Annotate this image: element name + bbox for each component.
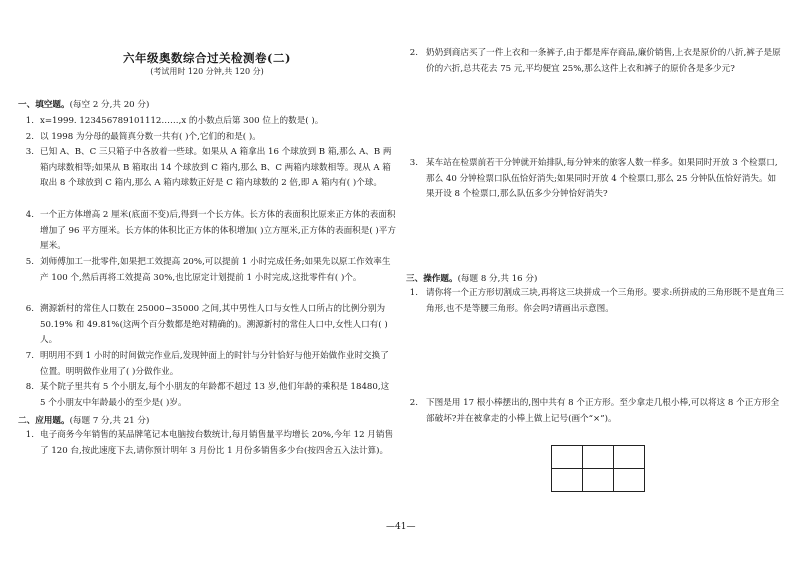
matchstick-grid-figure: [551, 445, 645, 492]
question-1-8: [18, 380, 396, 411]
question-text: 请你将一个正方形切割成三块,再将这三块拼成一个三角形。要求:所拼成的三角形既不是直角三角形,也不是等腰三角形。你会吗?请画出示意图。: [426, 288, 784, 314]
question-text: 一个正方体增高 2 厘米(底面不变)后,得到一个长方体。长方体的表面积比原来正方体的表面积增加了 96 平方厘米。长方体的体积比正方体的体积增加( )立方厘米,正方体的表面积是( )平方厘米。: [40, 210, 396, 252]
section-operation-heading: [406, 272, 537, 284]
question-text: 下图是用 17 根小棒摆出的,图中共有 8 个正方形。至少拿走几根小棒,可以将这 8 个正方形全部破坏?并在被拿走的小棒上做上记号(画个“×”)。: [426, 398, 780, 424]
section-note: (每题 7 分,共 21 分): [69, 416, 150, 426]
page-title: 六年级奥数综合过关检测卷(二): [123, 51, 291, 65]
question-number: 2.: [409, 398, 418, 408]
question-number: 2.: [25, 132, 34, 142]
question-1-6: [18, 302, 396, 349]
grid-row: [552, 469, 645, 492]
section-application-heading: [18, 414, 149, 426]
question-number: 3.: [409, 158, 418, 168]
question-3-2: [406, 396, 784, 427]
question-text: 刘师傅加工一批零件,如果把工效提高 20%,可以提前 1 小时完成任务;如果先以原工作效率生产 100 个,然后再将工效提高 30%,也比原定计划提前 1 小时完成,这批零件有( )个。: [40, 257, 391, 283]
question-text: 奶奶到商店买了一件上衣和一条裤子,由于都是库存商品,廉价销售,上衣是原价的八折,裤子是原价的六折,总共花去 75 元,平均便宜 25%,那么这件上衣和裤子的原价各是多少元?: [426, 48, 781, 74]
section-note: (每空 2 分,共 20 分): [69, 100, 150, 110]
question-text: x=1999. 123456789101112……,x 的小数点后第 300 位上的数是( )。: [40, 116, 324, 126]
grid-cell: [552, 469, 583, 492]
question-number: 3.: [25, 147, 34, 157]
page-subtitle: (考试用时 120 分钟,共 120 分): [150, 67, 264, 76]
question-number: 7.: [25, 351, 34, 361]
grid-cell: [614, 469, 645, 492]
question-text: 电子商务今年销售的某品牌笔记本电脑按台数统计,每月销售量平均增长 20%,今年 12 月销售了 120 台,按此速度下去,请你预计明年 3 月份比 1 月份多销售多少台(按四舍五入法计算)。: [40, 430, 394, 456]
question-number: 6.: [25, 304, 34, 314]
grid-cell: [614, 446, 645, 469]
page-number: —41—: [386, 522, 416, 532]
question-text: 以 1998 为分母的最简真分数一共有( )个,它们的和是( )。: [40, 132, 261, 142]
section-title: 三、操作题。: [406, 274, 458, 284]
section-note: (每题 8 分,共 16 分): [457, 274, 538, 284]
question-number: 5.: [25, 257, 34, 267]
question-number: 1.: [25, 430, 34, 440]
question-2-1: [18, 428, 396, 459]
section-fill-blank-heading: [18, 98, 149, 110]
question-1-1: [18, 114, 396, 130]
question-number: 1.: [409, 288, 418, 298]
section-title: 二、应用题。: [18, 416, 70, 426]
question-number: 8.: [25, 382, 34, 392]
question-text: 某个院子里共有 5 个小朋友,每个小朋友的年龄都不超过 13 岁,他们年龄的乘积是 18480,这 5 个小朋友中年龄最小的至少是( )岁。: [40, 382, 390, 408]
grid-cell: [583, 469, 614, 492]
question-number: 1.: [25, 116, 34, 126]
question-number: 2.: [409, 48, 418, 58]
question-1-3: [18, 145, 396, 192]
section-title: 一、填空题。: [18, 100, 70, 110]
question-2-2: [406, 46, 784, 77]
question-text: 明明用不到 1 小时的时间做完作业后,发现钟面上的时针与分针恰好与他开始做作业时交换了位置。明明做作业用了( )分做作业。: [40, 351, 389, 377]
question-text: 溯源新村的常住人口数在 25000~35000 之间,其中男性人口与女性人口所占的比例分别为 50.19% 和 49.81%(这两个百分数都是绝对精确的)。溯源新村的常住人口中,女性人口有( )人。: [40, 304, 388, 346]
question-text: 某车站在检票前若干分钟就开始排队,每分钟来的旅客人数一样多。如果同时开放 3 个检票口,那么 40 分钟检票口队伍恰好消失;如果同时开放 4 个检票口,那么 25 分钟队伍恰好消失。如果开设 8 个检票口,那么队伍多少分钟恰好消失?: [426, 158, 778, 200]
question-1-5: [18, 255, 396, 286]
question-1-4: [18, 208, 396, 255]
question-2-3: [406, 156, 784, 203]
question-number: 4.: [25, 210, 34, 220]
question-text: 已知 A、B、C 三只箱子中各放着一些球。如果从 A 箱拿出 16 个球放到 B 箱,那么 A、B 两箱内球数相等;如果从 B 箱取出 14 个球放到 C 箱内,那么 B、C 两箱内球数相等。现从 A 箱取出 8 个球放到 C 箱内,那么 A 箱内球数正好是 C 箱内球数的 2 倍,即 A 箱内有( )个球。: [40, 147, 392, 189]
question-1-7: [18, 349, 396, 380]
grid-row: [552, 446, 645, 469]
question-3-1: [406, 286, 784, 317]
grid-cell: [552, 446, 583, 469]
question-1-2: [18, 130, 396, 146]
grid-cell: [583, 446, 614, 469]
